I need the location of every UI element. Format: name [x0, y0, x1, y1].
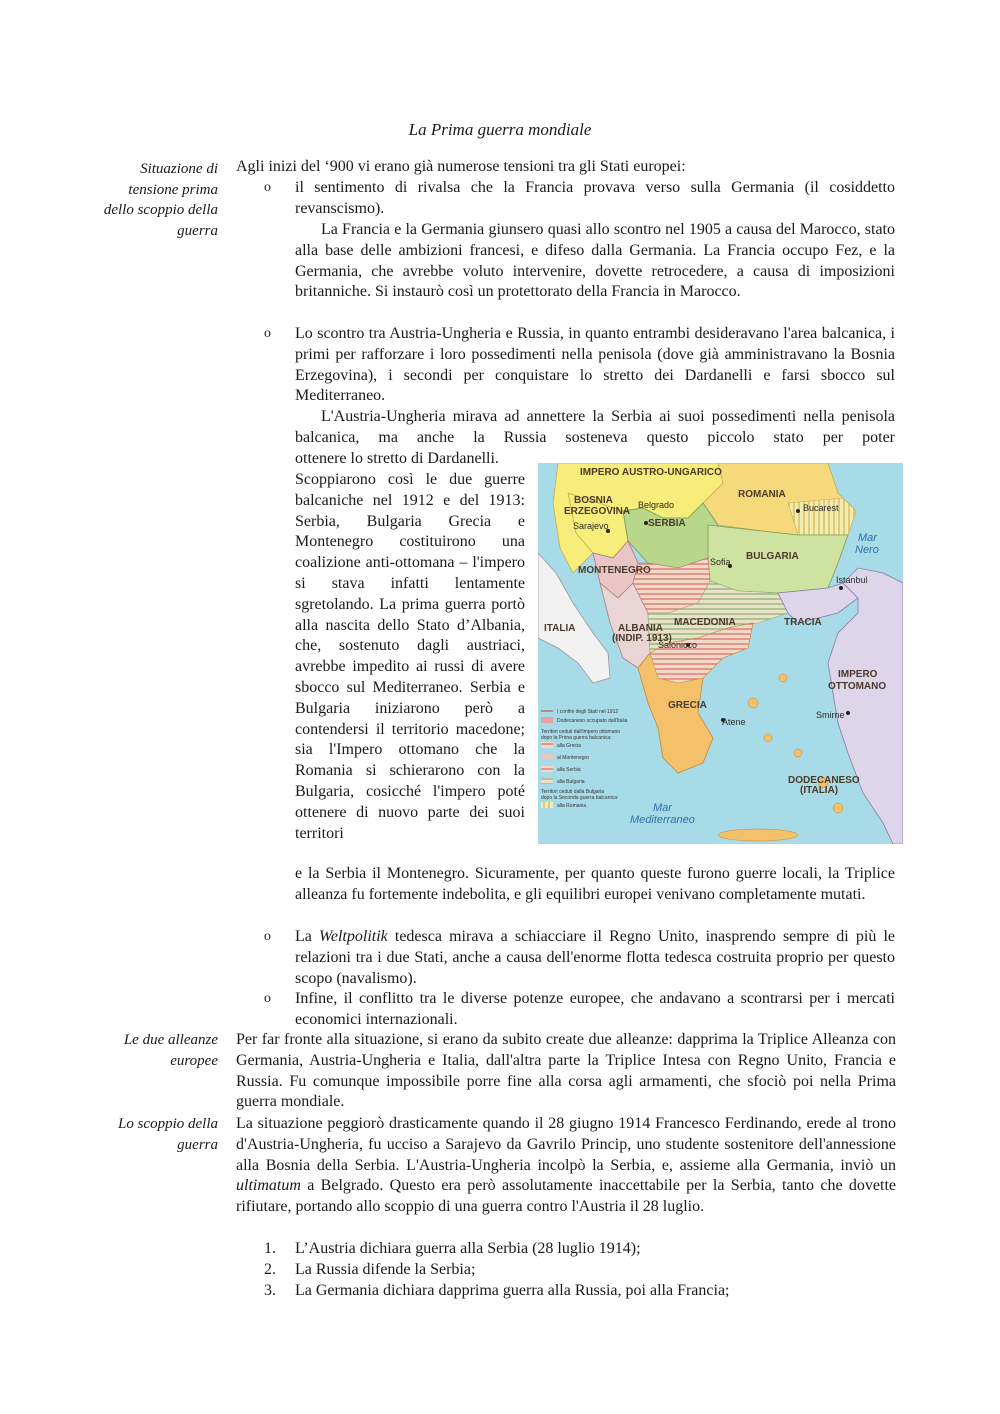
- crete-island: [718, 829, 798, 841]
- legend-heading: dopo la Seconda guerra balcanica:: [541, 795, 619, 801]
- label-atene: Atene: [722, 717, 746, 727]
- legend-label: alla Bulgaria: [557, 779, 585, 785]
- list-item: La Russia difende la Serbia;: [295, 1261, 476, 1278]
- weltpolitik-term: Weltpolitik: [319, 928, 388, 945]
- bullet-1-text: il sentimento di rivalsa che la Francia provava verso sulla Germania (il cosiddetto revanscismo).: [295, 179, 895, 217]
- island: [764, 734, 772, 742]
- label-macedonia: MACEDONIA: [674, 617, 736, 628]
- bullet-3-text: [295, 927, 895, 989]
- label-austria: IMPERO AUSTRO-UNGARICO: [580, 467, 722, 478]
- bullet-2-column-text: Scoppiarono così le due guerre balcaniche nel 1912 e del 1913: Serbia, Bulgaria Grecia e Montenegro costituirono una coalizione anti-ottomana – l'impero si stava infatti lentamente sgretolando. La prima guerra portò alla nascita dello Stato d’Albania, che, sostenuto dagli austriaci, avrebbe impedito ai russi di avere sbocco sul Mediterraneo. Serbia e Bulgaria iniziarono però a contendersi il territorio macedone; sia l'Impero ottomano che la Romania si schierarono con la Bulgaria, cosicché l'impero poté ottenere di nuovo parte dei suoi territori: [295, 471, 525, 842]
- label-serbia: SERBIA: [648, 518, 686, 529]
- island: [794, 749, 802, 757]
- margin-note-alleanze: [100, 1030, 218, 1071]
- bullet-marker: o: [264, 326, 271, 341]
- bullet-marker: o: [264, 180, 271, 195]
- label-bosnia: ERZEGOVINA: [564, 506, 631, 517]
- label-sofia: Sofia: [710, 557, 731, 567]
- intro-paragraph: Agli inizi del ‘900 vi erano già numerose tensioni tra gli Stati europei:: [236, 158, 686, 175]
- bullet-2-text: Lo scontro tra Austria-Ungheria e Russia, in quanto entrambi desideravano l'area balcanica, i primi per rafforzare i loro possedimenti nella penisola (dove già amministravano la Bosnia Erzegovina), i secondi per conquistare lo stretto dei Dardanelli e farsi sbocco sul Mediterraneo.: [295, 325, 895, 405]
- map-legend: [541, 709, 628, 809]
- label-romania: ROMANIA: [738, 489, 786, 500]
- legend-label: I confini degli Stati nel 1912: [557, 709, 619, 715]
- margin-note-line: tensione prima: [128, 181, 218, 198]
- list-item: L’Austria dichiara guerra alla Serbia (28 luglio 1914);: [295, 1240, 641, 1257]
- text-run: a Belgrado. Questo era però assolutamente inaccettabile per la Serbia, tanto che dovette rifiutare, portando allo scoppio di una guerra contro l'Austria il 28 luglio.: [236, 1177, 896, 1216]
- label-albania: ALBANIA: [618, 623, 663, 634]
- bullet-2-after-map: e la Serbia il Montenegro. Sicuramente, per quanto queste furono guerre locali, la Triplice alleanza fu fortemente indebolita, e gli equilibri europei venivano completamente mutati.: [295, 865, 895, 903]
- label-dodecaneso: (ITALIA): [800, 785, 839, 796]
- legend-label: alla Grecia: [557, 743, 581, 749]
- legend-swatch: [541, 717, 553, 723]
- balkans-map-svg: [538, 463, 903, 844]
- legend-label: al Montenegro: [557, 755, 589, 761]
- ultimatum-term: ultimatum: [236, 1177, 301, 1195]
- label-mar-nero: Mar: [858, 532, 877, 544]
- label-tracia: TRACIA: [784, 617, 822, 628]
- text-run: tedesca mirava a schiacciare il Regno Unito, inasprendo sempre di più le relazioni tra i due Stati, anche a causa dell'enorme flotta tedesca costruita proprio per questo scopo (navalismo).: [295, 928, 896, 987]
- text-run: La: [295, 928, 320, 945]
- legend-label: alla Romania: [557, 803, 587, 809]
- label-bulgaria: BULGARIA: [746, 551, 799, 562]
- label-smirne: Smirne: [816, 710, 845, 720]
- city-marker: [846, 711, 850, 715]
- legend-swatch: [541, 754, 553, 760]
- list-number: 2.: [264, 1261, 276, 1278]
- list-number: 1.: [264, 1240, 276, 1257]
- legend-heading: Territori ceduti dalla Bulgaria: [541, 789, 605, 795]
- text-run: La situazione peggiorò drasticamente quando il 28 giugno 1914 Francesco Ferdinando, erede al trono d'Austria-Ungheria, fu ucciso a Sarajevo da Gavrilo Princip, uno studente sostenitore dell'annessione alla Bosnia della Serbia. L'Austria-Ungheria incolpò la Serbia, e, assieme alla Germania, inviò un: [236, 1115, 896, 1174]
- margin-note-line: guerra: [177, 1136, 218, 1153]
- label-bosnia: BOSNIA: [574, 495, 613, 506]
- margin-note-line: europee: [170, 1052, 218, 1069]
- balkans-map: [538, 463, 903, 844]
- label-mar-mediterraneo: Mar: [653, 802, 672, 814]
- margin-note-scoppio: [100, 1114, 218, 1155]
- bullet-4-text: Infine, il conflitto tra le diverse potenze europee, che andavano a scontrarsi per i mercati economici internazionali.: [295, 990, 895, 1028]
- margin-note-line: dello scoppio della: [103, 202, 218, 218]
- legend-swatch: [541, 766, 553, 772]
- bullet-2-line: ottenere lo stretto di Dardanelli.: [295, 450, 499, 467]
- city-marker: [796, 509, 800, 513]
- label-sarajevo: Sarajevo: [573, 521, 609, 531]
- label-ottomano: OTTOMANO: [828, 681, 887, 692]
- bullet-2-paragraph: L'Austria-Ungheria mirava ad annettere la Serbia ai suoi possedimenti nella penisola balcanica, ma anche la Russia sosteneva questo piccolo stato per poter: [295, 408, 895, 446]
- island: [748, 698, 758, 708]
- label-mar-mediterraneo: Mediterraneo: [630, 814, 695, 826]
- margin-note-line: guerra: [177, 222, 218, 239]
- label-ottomano: IMPERO: [838, 669, 878, 680]
- margin-note-line: Le due alleanze: [123, 1032, 218, 1048]
- label-mar-nero: Nero: [855, 544, 879, 556]
- alleanze-paragraph: Per far fronte alla situazione, si erano da subito create due alleanze: dapprima la Triplice Alleanza con Germania, Austria-Ungheria e Italia, dall'altra parte la Triplice Intesa con Regno Unito, Francia e Russia. Fu comunque impossibile porre fine alla corsa agli armamenti, che sfociò poi nella Prima guerra mondiale.: [236, 1031, 896, 1111]
- label-istanbul: Istanbul: [836, 575, 868, 585]
- bullet-1-paragraph: La Francia e la Germania giunsero quasi allo scontro nel 1905 a causa del Marocco, stato alla base delle ambizioni francesi, e difeso dalla Germania. La Francia occupo Fez, e la Germania, che avrebbe voluto intervenire, dovette retrocedere, a causa di imposizioni britanniche. Si instaurò così un protettorato della Francia in Marocco.: [295, 221, 895, 301]
- page-title: La Prima guerra mondiale: [408, 120, 592, 139]
- legend-label: Dodecaneso occupato dall'Italia: [557, 718, 628, 724]
- margin-note-line: Situazione di: [140, 161, 218, 177]
- label-italia: ITALIA: [544, 623, 576, 634]
- label-belgrado: Belgrado: [638, 500, 675, 510]
- bullet-marker: o: [264, 991, 271, 1006]
- label-albania: (INDIP. 1913): [612, 633, 672, 644]
- margin-note-tensione: [100, 159, 218, 241]
- label-salonicco: Salonicco: [658, 640, 698, 650]
- island: [779, 674, 787, 682]
- label-dodecaneso: DODECANESO: [788, 775, 860, 786]
- legend-heading: dopo la Prima guerra balcanica:: [541, 735, 612, 741]
- label-montenegro: MONTENEGRO: [578, 565, 651, 576]
- label-bucarest: Bucarest: [803, 503, 839, 513]
- city-marker: [839, 586, 843, 590]
- legend-heading: Territori ceduti dall'impero ottomano: [541, 729, 621, 735]
- scoppio-paragraph: [236, 1114, 896, 1218]
- bullet-marker: o: [264, 929, 271, 944]
- legend-label: alla Serbia: [557, 767, 581, 773]
- label-grecia: GRECIA: [668, 700, 707, 711]
- island: [833, 803, 843, 813]
- legend-swatch: [541, 778, 553, 784]
- list-item: La Germania dichiara dapprima guerra alla Russia, poi alla Francia;: [295, 1282, 730, 1299]
- margin-note-line: Lo scoppio della: [118, 1116, 218, 1132]
- list-number: 3.: [264, 1282, 276, 1299]
- legend-swatch: [541, 742, 553, 748]
- legend-swatch: [541, 802, 553, 808]
